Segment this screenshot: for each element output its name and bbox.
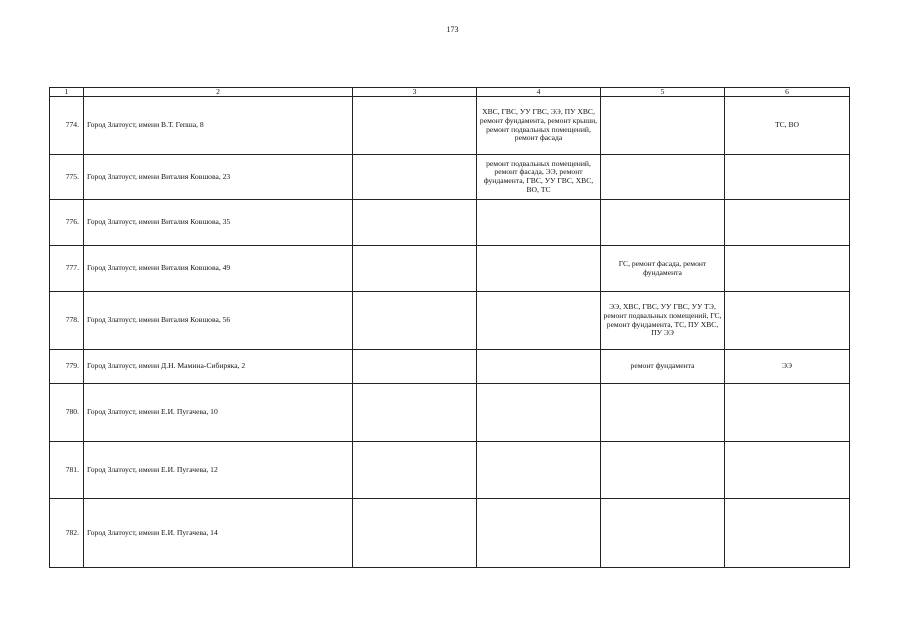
row-col3 bbox=[353, 200, 477, 246]
row-col6: ТС, ВО bbox=[725, 97, 850, 155]
row-col4: ХВС, ГВС, УУ ГВС, ЭЭ, ПУ ХВС, ремонт фундамента, ремонт крыши, ремонт подвальных помещений, ремонт фасада bbox=[477, 97, 601, 155]
row-col3 bbox=[353, 292, 477, 350]
row-col5 bbox=[601, 384, 725, 442]
row-col6 bbox=[725, 155, 850, 200]
row-number: 782. bbox=[50, 499, 84, 568]
row-col5 bbox=[601, 200, 725, 246]
table-row bbox=[50, 97, 850, 155]
row-col3 bbox=[353, 155, 477, 200]
row-col4 bbox=[477, 384, 601, 442]
row-col4 bbox=[477, 350, 601, 384]
repair-table bbox=[49, 87, 850, 568]
row-address: Город Златоуст, имени Е.И. Пугачева, 14 bbox=[84, 499, 353, 568]
row-col3 bbox=[353, 97, 477, 155]
row-number: 780. bbox=[50, 384, 84, 442]
row-col4 bbox=[477, 499, 601, 568]
row-address: Город Златоуст, имени В.Т. Гепша, 8 bbox=[84, 97, 353, 155]
row-col5 bbox=[601, 499, 725, 568]
row-address: Город Златоуст, имени Виталия Ковшова, 49 bbox=[84, 246, 353, 292]
row-number: 779. bbox=[50, 350, 84, 384]
header-cell: 4 bbox=[477, 88, 601, 97]
table-row bbox=[50, 246, 850, 292]
row-col4 bbox=[477, 246, 601, 292]
row-col4 bbox=[477, 200, 601, 246]
table-row bbox=[50, 442, 850, 499]
row-number: 778. bbox=[50, 292, 84, 350]
table-row bbox=[50, 499, 850, 568]
table-row bbox=[50, 292, 850, 350]
row-number: 775. bbox=[50, 155, 84, 200]
row-number: 774. bbox=[50, 97, 84, 155]
row-number: 781. bbox=[50, 442, 84, 499]
row-address: Город Златоуст, имени Д.Н. Мамина-Сибиряка, 2 bbox=[84, 350, 353, 384]
header-cell: 2 bbox=[84, 88, 353, 97]
row-col3 bbox=[353, 350, 477, 384]
row-address: Город Златоуст, имени Виталия Ковшова, 56 bbox=[84, 292, 353, 350]
row-col6 bbox=[725, 442, 850, 499]
table-row bbox=[50, 200, 850, 246]
header-cell: 3 bbox=[353, 88, 477, 97]
row-col6 bbox=[725, 292, 850, 350]
row-number: 776. bbox=[50, 200, 84, 246]
row-col5 bbox=[601, 97, 725, 155]
row-col3 bbox=[353, 246, 477, 292]
row-number: 777. bbox=[50, 246, 84, 292]
table-row bbox=[50, 384, 850, 442]
row-col4 bbox=[477, 442, 601, 499]
row-address: Город Златоуст, имени Виталия Ковшова, 23 bbox=[84, 155, 353, 200]
header-cell: 6 bbox=[725, 88, 850, 97]
row-address: Город Златоуст, имени Е.И. Пугачева, 12 bbox=[84, 442, 353, 499]
row-address: Город Златоуст, имени Виталия Ковшова, 35 bbox=[84, 200, 353, 246]
row-col6 bbox=[725, 200, 850, 246]
page-number: 173 bbox=[446, 25, 459, 34]
row-col6 bbox=[725, 246, 850, 292]
table-row bbox=[50, 350, 850, 384]
row-col6 bbox=[725, 384, 850, 442]
row-col4 bbox=[477, 292, 601, 350]
row-col3 bbox=[353, 499, 477, 568]
row-col5: ремонт фундамента bbox=[601, 350, 725, 384]
row-col4: ремонт подвальных помещений, ремонт фасада, ЭЭ, ремонт фундамента, ГВС, УУ ГВС, ХВС, ВО, ТС bbox=[477, 155, 601, 200]
row-col6: ЭЭ bbox=[725, 350, 850, 384]
header-cell: 5 bbox=[601, 88, 725, 97]
header-cell: 1 bbox=[50, 88, 84, 97]
table-header-row bbox=[50, 88, 850, 97]
table-row bbox=[50, 155, 850, 200]
row-address: Город Златоуст, имени Е.И. Пугачева, 10 bbox=[84, 384, 353, 442]
row-col5: ГС, ремонт фасада, ремонт фундамента bbox=[601, 246, 725, 292]
row-col5 bbox=[601, 155, 725, 200]
row-col3 bbox=[353, 384, 477, 442]
row-col6 bbox=[725, 499, 850, 568]
row-col3 bbox=[353, 442, 477, 499]
row-col5: ЭЭ, ХВС, ГВС, УУ ГВС, УУ ТЭ, ремонт подвальных помещений, ГС, ремонт фундамента, ТС, ПУ ХВС, ПУ ЭЭ bbox=[601, 292, 725, 350]
row-col5 bbox=[601, 442, 725, 499]
